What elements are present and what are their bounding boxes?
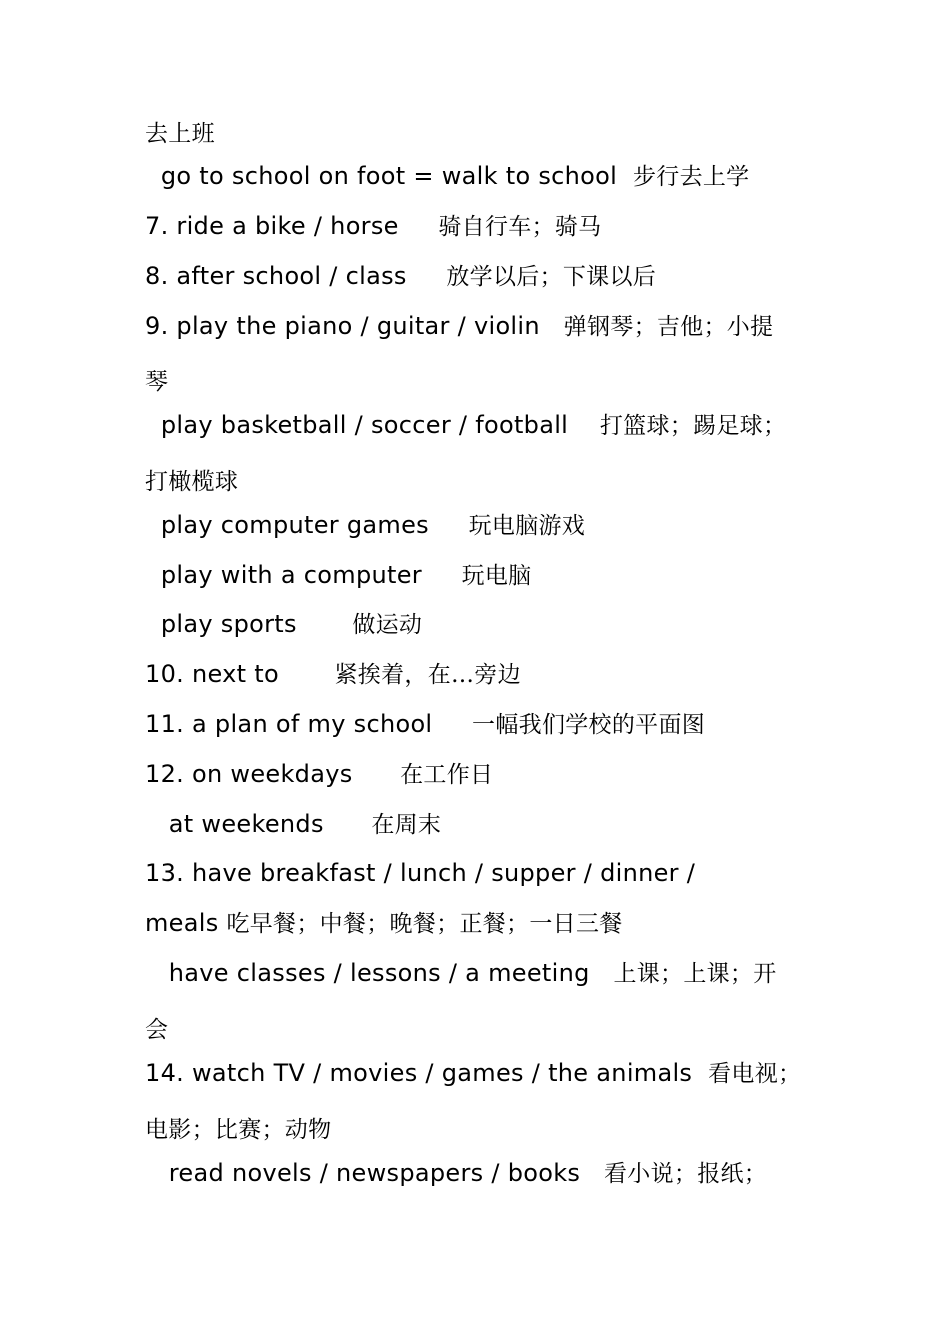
- english-text: go to school on foot = walk to school: [145, 162, 633, 190]
- text-line: [145, 908, 623, 939]
- text-line: [145, 609, 422, 640]
- chinese-text: 看小说；报纸；: [604, 1161, 768, 1187]
- english-text: meals: [145, 909, 227, 937]
- text-line: [145, 510, 585, 541]
- text-line: [145, 560, 531, 591]
- english-text: read novels / newspapers / books: [145, 1159, 604, 1187]
- chinese-text: 琴: [145, 369, 169, 395]
- chinese-text: 吃早餐；中餐；晚餐；正餐；一日三餐: [226, 911, 623, 937]
- chinese-text: 玩电脑: [461, 563, 532, 589]
- chinese-text: 上课；上课；开: [613, 961, 777, 987]
- english-text: have classes / lessons / a meeting: [145, 959, 614, 987]
- text-line: [145, 1158, 767, 1189]
- english-text: 12. on weekdays: [145, 760, 401, 788]
- chinese-text: 放学以后；下课以后: [446, 264, 657, 290]
- chinese-text: 步行去上学: [632, 164, 750, 190]
- english-text: 14. watch TV / movies / games / the animals: [145, 1059, 709, 1087]
- text-line: [145, 261, 656, 292]
- text-line: [145, 366, 168, 397]
- text-line: [145, 709, 705, 740]
- chinese-text: 在工作日: [400, 762, 494, 788]
- text-line: [145, 311, 773, 342]
- text-line: [145, 1014, 168, 1045]
- chinese-text: 打橄榄球: [145, 469, 239, 495]
- english-text: 8. after school / class: [145, 262, 447, 290]
- english-text: 9. play the piano / guitar / violin: [145, 312, 564, 340]
- text-line: [145, 1114, 331, 1145]
- english-text: play sports: [145, 610, 353, 638]
- chinese-text: 一幅我们学校的平面图: [472, 712, 706, 738]
- text-line: [145, 466, 238, 497]
- english-text: play computer games: [145, 511, 469, 539]
- chinese-text: 骑自行车；骑马: [438, 214, 602, 240]
- text-line: [145, 118, 215, 149]
- chinese-text: 会: [145, 1017, 169, 1043]
- text-line: [145, 659, 521, 690]
- text-line: [145, 759, 493, 790]
- chinese-text: 看电视；: [708, 1061, 802, 1087]
- english-text: play basketball / soccer / football: [145, 411, 600, 439]
- english-text: 11. a plan of my school: [145, 710, 473, 738]
- english-text: 13. have breakfast / lunch / supper / dinner /: [145, 859, 696, 887]
- text-line: [145, 1058, 801, 1089]
- chinese-text: 做运动: [352, 612, 423, 638]
- english-text: 7. ride a bike / horse: [145, 212, 439, 240]
- text-line: [145, 809, 441, 840]
- chinese-text: 打篮球；踢足球；: [599, 413, 787, 439]
- chinese-text: 弹钢琴；吉他；小提: [563, 314, 774, 340]
- english-text: 10. next to: [145, 660, 335, 688]
- english-text: at weekends: [145, 810, 372, 838]
- chinese-text: 玩电脑游戏: [468, 513, 586, 539]
- text-line: [145, 410, 786, 441]
- chinese-text: 在周末: [371, 812, 442, 838]
- text-line: [145, 858, 695, 889]
- text-line: [145, 958, 777, 989]
- chinese-text: 紧挨着，在…旁边: [334, 662, 521, 688]
- english-text: play with a computer: [145, 561, 462, 589]
- text-line: [145, 161, 749, 192]
- chinese-text: 去上班: [145, 121, 215, 147]
- chinese-text: 电影；比赛；动物: [145, 1117, 332, 1143]
- text-line: [145, 211, 601, 242]
